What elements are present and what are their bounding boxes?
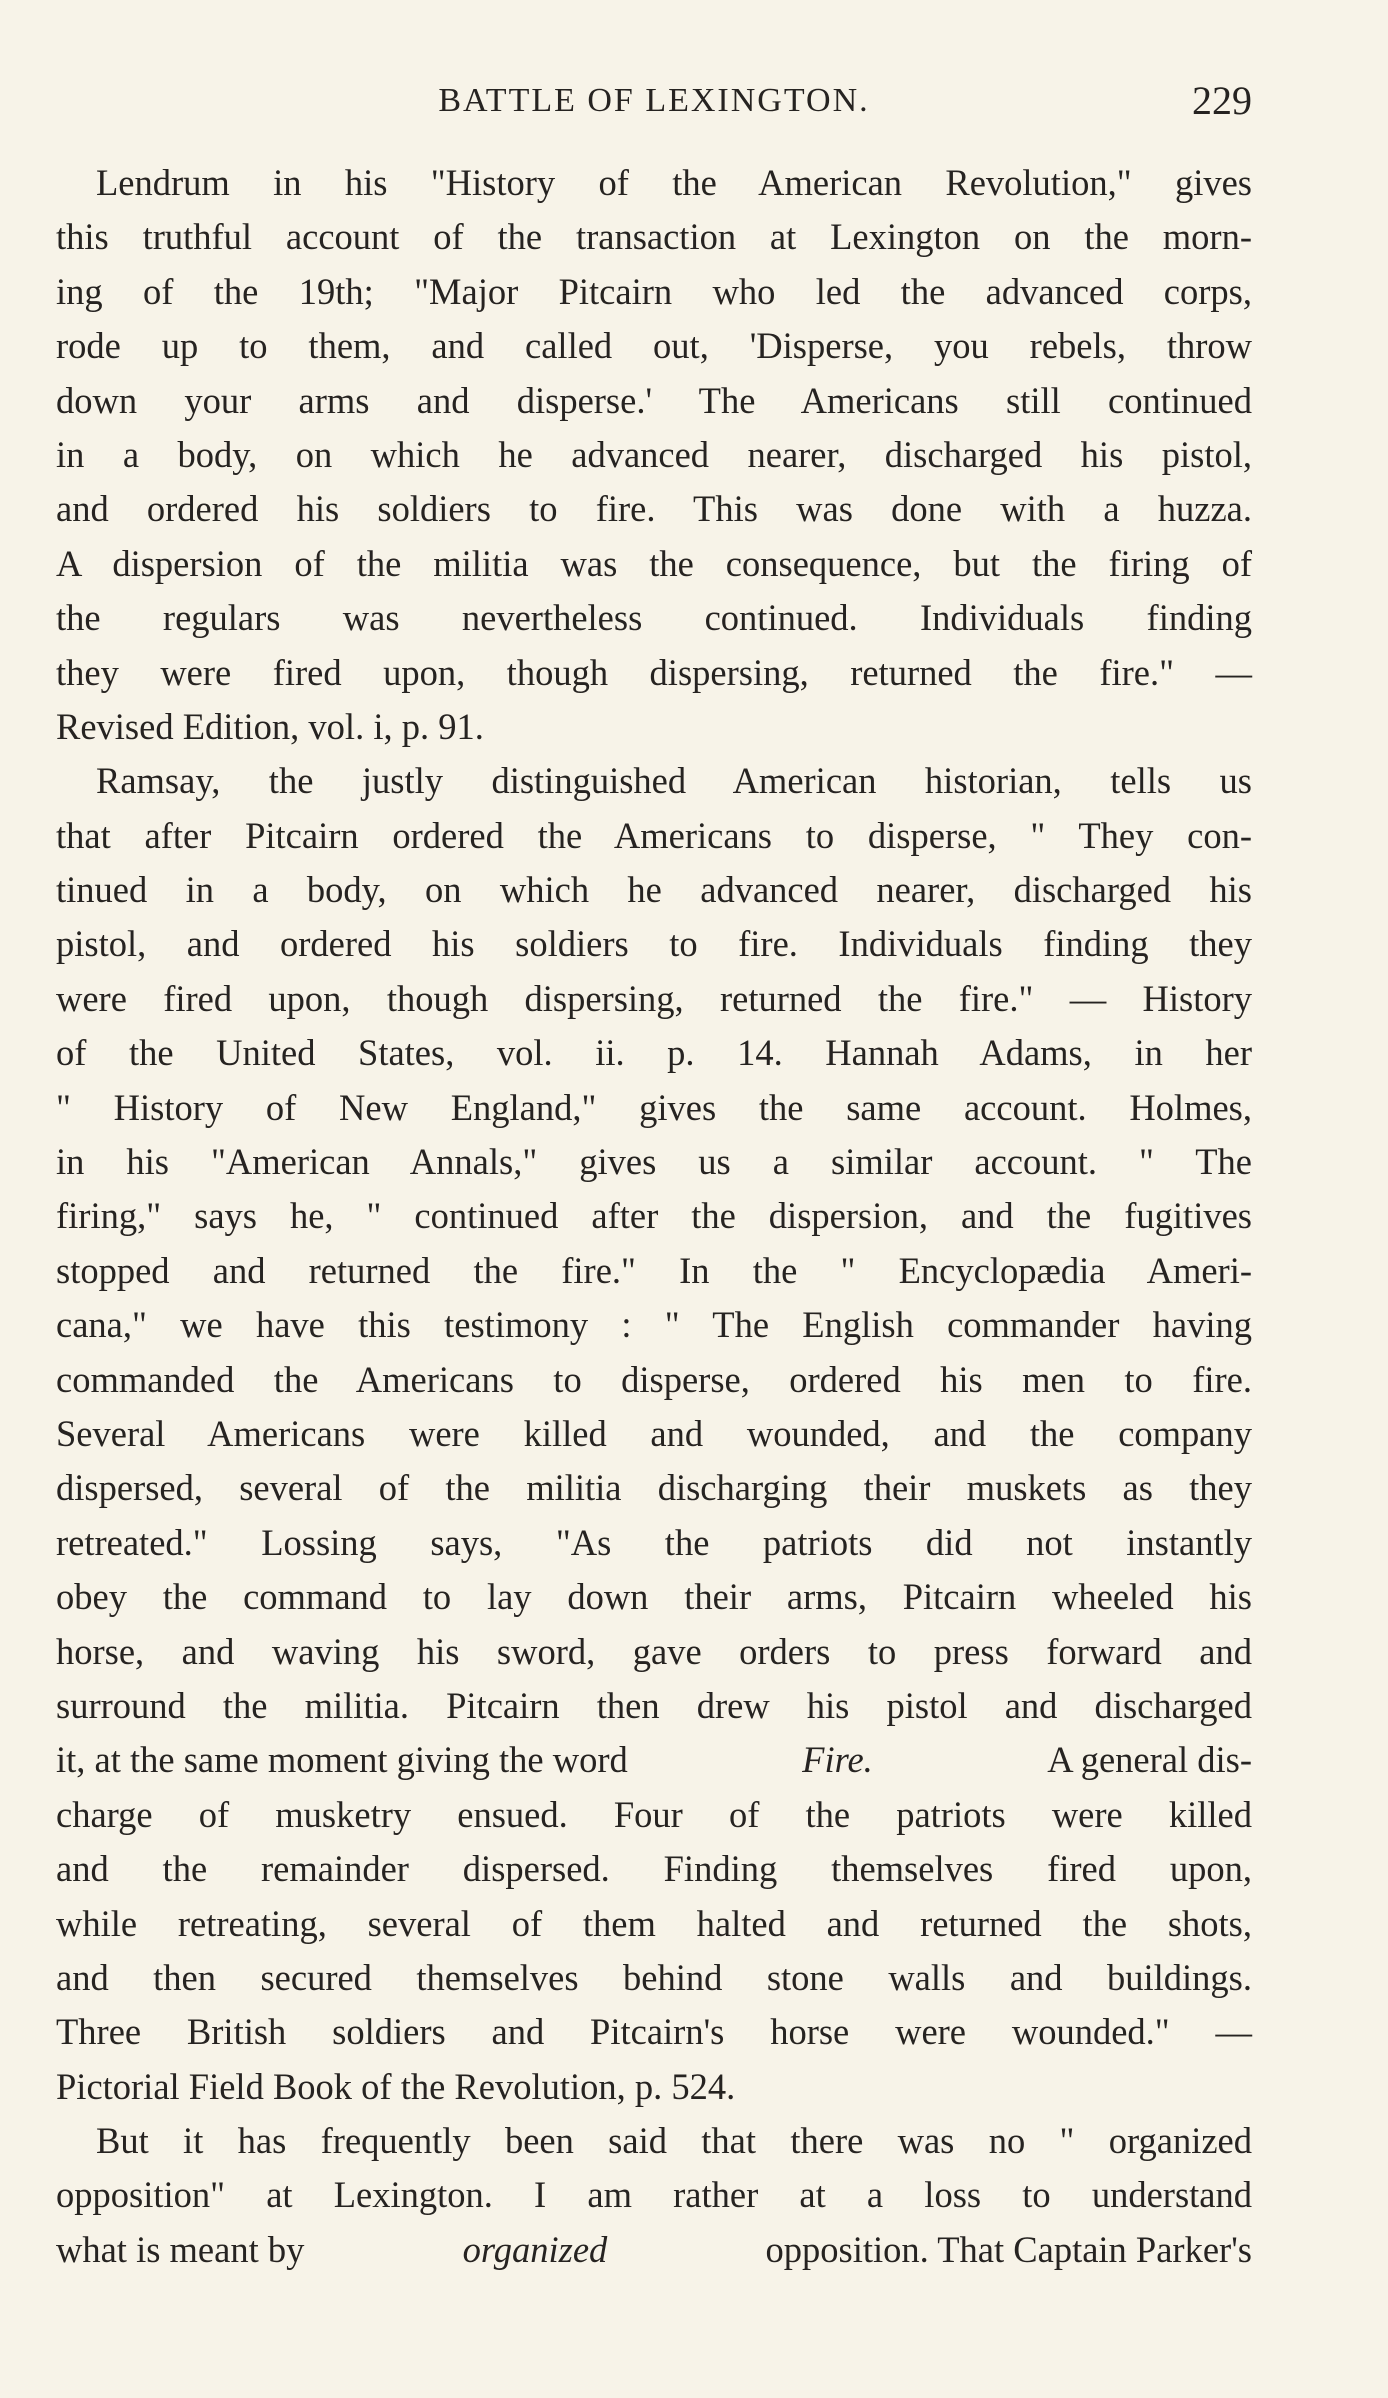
running-head bbox=[56, 78, 1252, 124]
text-line: obey the command to lay down their arms, Pitcairn wheeled his bbox=[56, 1576, 1252, 1618]
text-line: horse, and waving his sword, gave orders to press forward and bbox=[56, 1630, 1252, 1672]
italic-word: organized bbox=[462, 2228, 608, 2270]
text-line: " History of New England," gives the same account. Holmes, bbox=[56, 1086, 1252, 1128]
text-line: in a body, on which he advanced nearer, discharged his pistol, bbox=[56, 433, 1252, 475]
body-text bbox=[56, 156, 1252, 2277]
text-line: opposition" at Lexington. I am rather at a loss to understand bbox=[56, 2174, 1252, 2216]
text-line: Ramsay, the justly distinguished American historian, tells us bbox=[96, 760, 1252, 802]
text-line: Pictorial Field Book of the Revolution, p. 524. bbox=[56, 2065, 736, 2107]
text-line: commanded the Americans to disperse, ordered his men to fire. bbox=[56, 1358, 1252, 1400]
text-line: in his "American Annals," gives us a similar account. " The bbox=[56, 1141, 1252, 1183]
italic-word: Fire. bbox=[802, 1739, 873, 1781]
text-line-organized bbox=[56, 2223, 1252, 2277]
text-line: stopped and returned the fire." In the " Encyclopædia Ameri- bbox=[56, 1249, 1252, 1291]
text-line: and the remainder dispersed. Finding themselves fired upon, bbox=[56, 1848, 1252, 1890]
text-fragment: opposition. That Captain Parker's bbox=[765, 2228, 1252, 2270]
text-line: pistol, and ordered his soldiers to fire. Individuals finding they bbox=[56, 923, 1252, 965]
text-line: A dispersion of the militia was the consequence, but the firing of bbox=[56, 542, 1252, 584]
text-line: were fired upon, though dispersing, returned the fire." — History bbox=[56, 977, 1252, 1019]
text-line: and ordered his soldiers to fire. This was done with a huzza. bbox=[56, 488, 1252, 530]
text-line: and then secured themselves behind stone walls and buildings. bbox=[56, 1956, 1252, 1998]
running-title: BATTLE OF LEXINGTON. bbox=[438, 82, 870, 119]
text-fragment: what is meant by bbox=[56, 2228, 305, 2270]
text-line-fire bbox=[56, 1733, 1252, 1787]
text-line: Three British soldiers and Pitcairn's horse were wounded." — bbox=[56, 2011, 1252, 2053]
text-line: down your arms and disperse.' The Americans still continued bbox=[56, 379, 1252, 421]
text-fragment: A general dis- bbox=[1047, 1739, 1252, 1781]
text-line: cana," we have this testimony : " The English commander having bbox=[56, 1304, 1252, 1346]
text-line: tinued in a body, on which he advanced nearer, discharged his bbox=[56, 869, 1252, 911]
paragraph-ramsay bbox=[56, 754, 1252, 2114]
text-line: the regulars was nevertheless continued. Individuals finding bbox=[56, 597, 1252, 639]
paragraph-organized bbox=[56, 2114, 1252, 2277]
text-line: charge of musketry ensued. Four of the patriots were killed bbox=[56, 1793, 1252, 1835]
text-line: ing of the 19th; "Major Pitcairn who led the advanced corps, bbox=[56, 270, 1252, 312]
text-line: Revised Edition, vol. i, p. 91. bbox=[56, 705, 484, 747]
text-line: dispersed, several of the militia discharging their muskets as they bbox=[56, 1467, 1252, 1509]
text-line: that after Pitcairn ordered the Americans to disperse, " They con- bbox=[56, 814, 1252, 856]
text-line: this truthful account of the transaction at Lexington on the morn- bbox=[56, 216, 1252, 258]
text-line: while retreating, several of them halted and returned the shots, bbox=[56, 1902, 1252, 1944]
text-line: But it has frequently been said that there was no " organized bbox=[96, 2120, 1252, 2162]
paragraph-lendrum bbox=[56, 156, 1252, 754]
text-line: of the United States, vol. ii. p. 14. Hannah Adams, in her bbox=[56, 1032, 1252, 1074]
page-number: 229 bbox=[1192, 78, 1252, 123]
text-fragment: it, at the same moment giving the word bbox=[56, 1739, 628, 1781]
text-line: firing," says he, " continued after the dispersion, and the fugitives bbox=[56, 1195, 1252, 1237]
text-line: retreated." Lossing says, "As the patriots did not instantly bbox=[56, 1521, 1252, 1563]
text-line: surround the militia. Pitcairn then drew his pistol and discharged bbox=[56, 1684, 1252, 1726]
text-line: Lendrum in his "History of the American Revolution," gives bbox=[96, 162, 1252, 203]
text-line: rode up to them, and called out, 'Disperse, you rebels, throw bbox=[56, 325, 1252, 367]
text-line: they were fired upon, though dispersing, returned the fire." — bbox=[56, 651, 1252, 693]
text-line: Several Americans were killed and wounded, and the company bbox=[56, 1412, 1252, 1454]
